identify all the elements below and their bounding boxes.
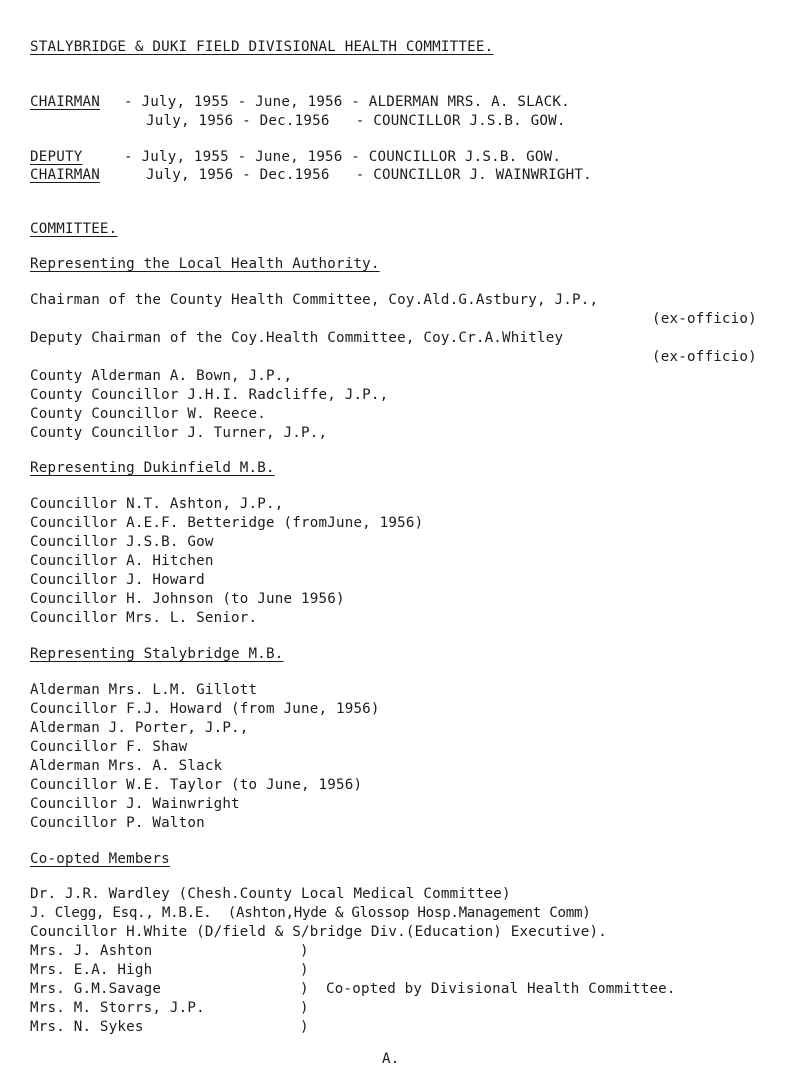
stalybridge-line: Alderman Mrs. L.M. Gillott bbox=[30, 682, 258, 698]
committee-heading: COMMITTEE. bbox=[30, 221, 118, 237]
coopted-line: Mrs. M. Storrs, J.P. bbox=[30, 1000, 205, 1016]
dukinfield-line: Councillor J.S.B. Gow bbox=[30, 534, 214, 550]
deputy-label-2: CHAIRMAN bbox=[30, 167, 100, 183]
lha-line: County Councillor J. Turner, J.P., bbox=[30, 425, 328, 441]
group-brace: ) bbox=[300, 1019, 309, 1035]
stalybridge-line: Alderman Mrs. A. Slack bbox=[30, 758, 223, 774]
dukinfield-line: Councillor A. Hitchen bbox=[30, 553, 214, 569]
lha-heading: Representing the Local Health Authority. bbox=[30, 256, 380, 272]
lha-line: Deputy Chairman of the Coy.Health Committee, Coy.Cr.A.Whitley bbox=[30, 330, 564, 346]
coopted-line: Mrs. G.M.Savage bbox=[30, 981, 162, 997]
dukinfield-line: Councillor J. Howard bbox=[30, 572, 205, 588]
page-marker: A. bbox=[382, 1051, 400, 1067]
document-title: STALYBRIDGE & DUKI FIELD DIVISIONAL HEALTH COMMITTEE. bbox=[30, 39, 494, 55]
coopted-line: Mrs. E.A. High bbox=[30, 962, 153, 978]
lha-line: County Councillor J.H.I. Radcliffe, J.P., bbox=[30, 387, 389, 403]
chairman-label: CHAIRMAN bbox=[30, 94, 100, 110]
dukinfield-line: Councillor N.T. Ashton, J.P., bbox=[30, 496, 284, 512]
stalybridge-line: Alderman J. Porter, J.P., bbox=[30, 720, 249, 736]
stalybridge-line: Councillor P. Walton bbox=[30, 815, 205, 831]
coopted-line: Mrs. N. Sykes bbox=[30, 1019, 144, 1035]
stalybridge-line: Councillor F.J. Howard (from June, 1956) bbox=[30, 701, 380, 717]
lha-line: County Councillor W. Reece. bbox=[30, 406, 267, 422]
stalybridge-line: Councillor W.E. Taylor (to June, 1956) bbox=[30, 777, 363, 793]
deputy-line-1: - July, 1955 - June, 1956 - COUNCILLOR J.S.B. GOW. bbox=[124, 149, 562, 165]
coopted-line: Councillor H.White (D/field & S/bridge Div.(Education) Executive). bbox=[30, 924, 607, 940]
coopted-line: J. Clegg, Esq., M.B.E. (Ashton,Hyde & Glossop Hosp.Management Comm) bbox=[30, 905, 591, 921]
chairman-line-1: - July, 1955 - June, 1956 - ALDERMAN MRS. A. SLACK. bbox=[124, 94, 570, 110]
dukinfield-heading: Representing Dukinfield M.B. bbox=[30, 460, 275, 476]
deputy-label-1: DEPUTY bbox=[30, 149, 83, 165]
lha-line: County Alderman A. Bown, J.P., bbox=[30, 368, 293, 384]
dukinfield-line: Councillor Mrs. L. Senior. bbox=[30, 610, 258, 626]
coopted-line: Mrs. J. Ashton bbox=[30, 943, 153, 959]
stalybridge-line: Councillor F. Shaw bbox=[30, 739, 188, 755]
chairman-line-2: July, 1956 - Dec.1956 - COUNCILLOR J.S.B. GOW. bbox=[146, 113, 566, 129]
lha-line-ex-officio: (ex-officio) bbox=[652, 349, 757, 365]
coopted-line: Dr. J.R. Wardley (Chesh.County Local Medical Committee) bbox=[30, 886, 511, 902]
group-brace: ) bbox=[300, 981, 309, 997]
coopted-heading: Co-opted Members bbox=[30, 851, 170, 867]
lha-line-ex-officio: (ex-officio) bbox=[652, 311, 757, 327]
group-brace: ) bbox=[300, 962, 309, 978]
coopted-group-note: Co-opted by Divisional Health Committee. bbox=[326, 981, 676, 997]
stalybridge-heading: Representing Stalybridge M.B. bbox=[30, 646, 284, 662]
dukinfield-line: Councillor H. Johnson (to June 1956) bbox=[30, 591, 345, 607]
deputy-line-2: July, 1956 - Dec.1956 - COUNCILLOR J. WAINWRIGHT. bbox=[146, 167, 592, 183]
group-brace: ) bbox=[300, 1000, 309, 1016]
lha-line: Chairman of the County Health Committee, Coy.Ald.G.Astbury, J.P., bbox=[30, 292, 599, 308]
stalybridge-line: Councillor J. Wainwright bbox=[30, 796, 240, 812]
group-brace: ) bbox=[300, 943, 309, 959]
dukinfield-line: Councillor A.E.F. Betteridge (fromJune, 1956) bbox=[30, 515, 424, 531]
